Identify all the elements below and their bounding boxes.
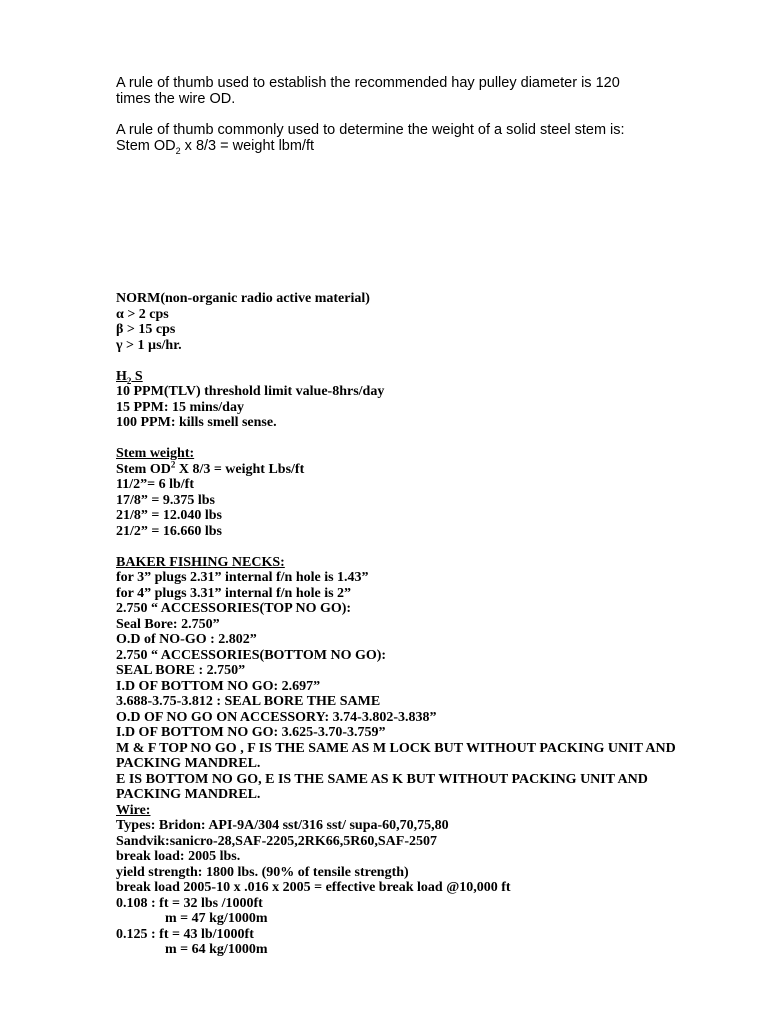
spacer [116,431,736,447]
wire-line: yield strength: 1800 lbs. (90% of tensile strength) [116,864,409,880]
mf-no-go-line-1: M & F TOP NO GO , F IS THE SAME AS M LOCK BUT WITHOUT PACKING UNIT AND [116,740,676,756]
baker-line: I.D OF BOTTOM NO GO: 3.625-3.70-3.759” [116,725,386,740]
norm-gamma: γ > 1 µs/hr. [116,337,182,353]
mf-no-go-line-2: PACKING MANDREL. [116,756,261,771]
wire-line: break load 2005-10 x .016 x 2005 = effective break load @10,000 ft [116,880,511,895]
baker-line: for 3” plugs 2.31” internal f/n hole is 1.43” [116,570,369,585]
stem-weight-formula [116,458,736,478]
wire-title: Wire: [116,802,151,818]
baker-line: O.D OF NO GO ON ACCESSORY: 3.74-3.802-3.838” [116,709,437,725]
baker-line: I.D OF BOTTOM NO GO: 2.697” [116,678,321,694]
h2s-title [116,369,736,385]
h2s-line: 10 PPM(TLV) threshold limit value-8hrs/day [116,384,385,399]
spacer [116,539,736,555]
wire-125-m: m = 64 kg/1000m [165,942,268,957]
h2s-line: 100 PPM: kills smell sense. [116,415,277,430]
wire-125-ft: 0.125 : ft = 43 lb/1000ft [116,926,254,942]
stem-formula-subscript: 2 [175,145,181,156]
ek-no-go-line-1: E IS BOTTOM NO GO, E IS THE SAME AS K BUT WITHOUT PACKING UNIT AND [116,771,648,787]
h2s-line: 15 PPM: 15 mins/day [116,399,244,415]
stem-weight-rule-intro: A rule of thumb commonly used to determine the weight of a solid steel stem is: [116,122,625,138]
baker-line: for 4” plugs 3.31” internal f/n hole is 2” [116,585,352,601]
hay-pulley-note-line-2: times the wire OD. [116,91,236,107]
norm-title: NORM(non-organic radio active material) [116,291,370,306]
stem-weight-formula-suffix: X 8/3 = weight Lbs/ft [175,461,305,477]
stem-weight-value: 17/8” = 9.375 lbs [116,492,215,508]
wire-108-m: m = 47 kg/1000m [165,911,268,926]
h2s-title-h: H [116,368,127,384]
baker-line: O.D of NO-GO : 2.802” [116,632,257,647]
hay-pulley-note-line-1: A rule of thumb used to establish the recommended hay pulley diameter is 120 [116,75,620,91]
wire-108-ft: 0.108 : ft = 32 lbs /1000ft [116,895,263,911]
wire-line: Sandvik:sanicro-28,SAF-2205,2RK66,5R60,SAF-2507 [116,833,437,849]
stem-weight-formula-superscript: 2 [170,458,176,469]
baker-line: SEAL BORE : 2.750” [116,663,246,678]
baker-fishing-necks-title: BAKER FISHING NECKS: [116,554,285,570]
stem-weight-value: 11/2”= 6 lb/ft [116,477,194,492]
spacer [116,353,736,369]
baker-line: Seal Bore: 2.750” [116,616,220,632]
stem-weight-rule-formula [116,138,314,154]
h2s-title-subscript: 2 [126,375,132,386]
baker-line: 2.750 “ ACCESSORIES(BOTTOM NO GO): [116,647,387,663]
wire-line: Types: Bridon: API-9A/304 sst/316 sst/ supa-60,70,75,80 [116,818,449,833]
stem-weight-value: 21/8” = 12.040 lbs [116,508,222,523]
wire-line: break load: 2005 lbs. [116,849,241,864]
stem-formula-suffix: x 8/3 = weight lbm/ft [180,138,315,154]
stem-formula-prefix: Stem OD [116,138,176,154]
baker-line: 3.688-3.75-3.812 : SEAL BORE THE SAME [116,694,381,709]
ek-no-go-line-2: PACKING MANDREL. [116,787,261,802]
baker-line: 2.750 “ ACCESSORIES(TOP NO GO): [116,601,352,616]
reference-notes [116,291,736,958]
stem-weight-value: 21/2” = 16.660 lbs [116,523,222,539]
h2s-title-s: S [131,368,143,384]
norm-beta: β > 15 cps [116,322,176,337]
stem-weight-title: Stem weight: [116,446,195,461]
stem-weight-formula-prefix: Stem OD [116,461,171,477]
norm-alpha: α > 2 cps [116,306,169,322]
